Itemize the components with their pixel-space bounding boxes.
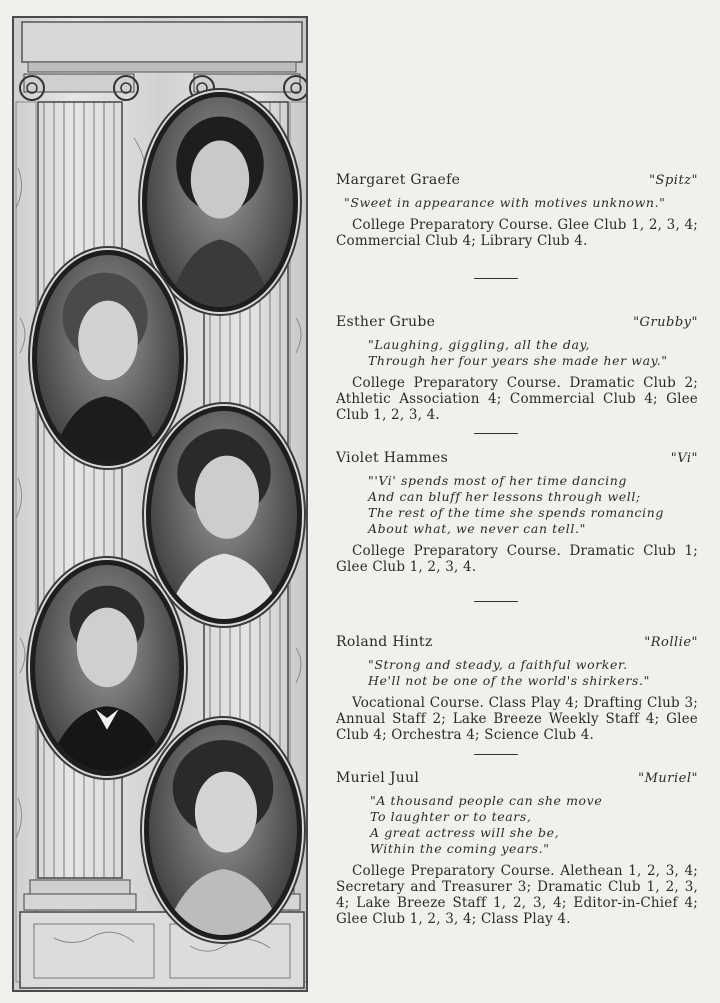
quote-line: Through her four years she made her way." bbox=[368, 353, 668, 368]
quote-line: The rest of the time she spends romancing bbox=[368, 505, 664, 520]
senior-name: Esther Grube bbox=[336, 314, 436, 330]
entry-header bbox=[336, 314, 698, 331]
senior-activities: College Preparatory Course. Glee Club 1, 2, 3, 4; Commercial Club 4; Library Club 4. bbox=[336, 217, 698, 249]
quote-line: "Sweet in appearance with motives unknown." bbox=[344, 195, 666, 210]
entry-divider bbox=[474, 433, 518, 434]
quote-line: "Laughing, giggling, all the day, bbox=[368, 337, 591, 352]
senior-quote bbox=[336, 657, 698, 689]
entry-header bbox=[336, 172, 698, 189]
entry-divider bbox=[474, 601, 518, 602]
column-decoration bbox=[12, 16, 308, 992]
senior-activities: College Preparatory Course. Dramatic Club 1; Glee Club 1, 2, 3, 4. bbox=[336, 543, 698, 575]
senior-activities: College Preparatory Course. Alethean 1, 2, 3, 4; Secretary and Treasurer 3; Dramatic Club 1, 2, 3, 4; Lake Breeze Staff 1, 2, 3, 4; Editor-in-Chief 4; Glee Club 1, 2, 3, 4; Class Play 4. bbox=[336, 863, 698, 927]
quote-line: He'll not be one of the world's shirkers." bbox=[368, 673, 650, 688]
senior-nickname: "Rollie" bbox=[644, 635, 698, 650]
senior-entry-esther-grube bbox=[336, 314, 698, 423]
entry-header bbox=[336, 770, 698, 787]
senior-entry-margaret-graefe bbox=[336, 172, 698, 249]
quote-line: "'Vi' spends most of her time dancing bbox=[368, 473, 627, 488]
senior-nickname: "Muriel" bbox=[638, 771, 698, 786]
entry-header bbox=[336, 450, 698, 467]
senior-entry-muriel-juul bbox=[336, 770, 698, 927]
quote-line: About what, we never can tell." bbox=[368, 521, 586, 536]
entry-header bbox=[336, 634, 698, 651]
senior-name: Roland Hintz bbox=[336, 634, 433, 650]
quote-line: A great actress will she be, bbox=[370, 825, 560, 840]
senior-quote bbox=[336, 195, 698, 211]
senior-quote bbox=[336, 793, 698, 857]
entry-divider bbox=[474, 278, 518, 279]
quote-line: Within the coming years." bbox=[370, 841, 550, 856]
senior-nickname: "Grubby" bbox=[633, 315, 698, 330]
senior-activities: College Preparatory Course. Dramatic Club 2; Athletic Association 4; Commercial Club 4; Glee Club 1, 2, 3, 4. bbox=[336, 375, 698, 423]
senior-activities: Vocational Course. Class Play 4; Drafting Club 3; Annual Staff 2; Lake Breeze Weekly Staff 4; Glee Club 4; Orchestra 4; Science Club 4. bbox=[336, 695, 698, 743]
quote-line: "Strong and steady, a faithful worker. bbox=[368, 657, 628, 672]
senior-nickname: "Spitz" bbox=[649, 173, 698, 188]
quote-line: "A thousand people can she move bbox=[370, 793, 603, 808]
entry-divider bbox=[474, 754, 518, 755]
senior-name: Muriel Juul bbox=[336, 770, 420, 786]
senior-quote bbox=[336, 473, 698, 537]
senior-nickname: "Vi" bbox=[670, 451, 698, 466]
quote-line: And can bluff her lessons through well; bbox=[368, 489, 641, 504]
senior-entry-roland-hintz bbox=[336, 634, 698, 743]
portrait-muriel-juul bbox=[144, 720, 302, 940]
quote-line: To laughter or to tears, bbox=[370, 809, 532, 824]
senior-name: Margaret Graefe bbox=[336, 172, 461, 188]
senior-quote bbox=[336, 337, 698, 369]
senior-name: Violet Hammes bbox=[336, 450, 449, 466]
senior-entry-violet-hammes bbox=[336, 450, 698, 575]
